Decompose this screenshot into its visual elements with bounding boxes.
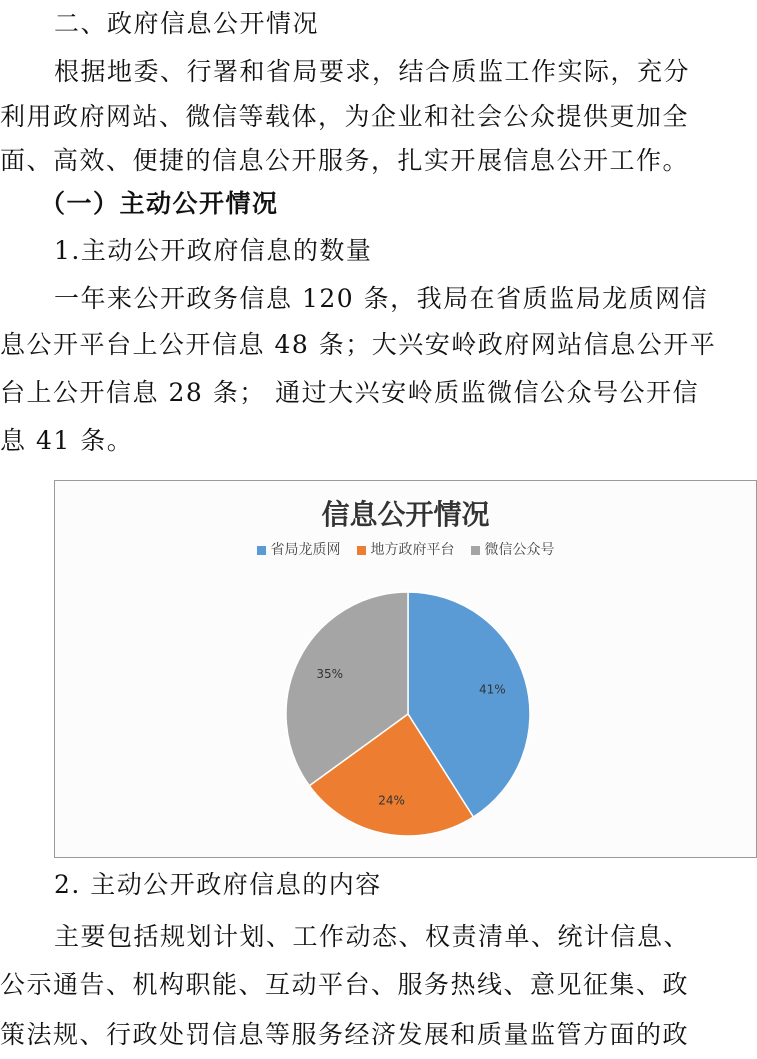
legend-label: 省局龙质网 <box>270 542 341 558</box>
text-line: 根据地委、行署和省局要求，结合质监工作实际，充分 <box>54 57 691 86</box>
text-line: 利用政府网站、微信等载体，为企业和社会公众提供更加全 <box>0 102 690 131</box>
pie-chart <box>54 480 757 858</box>
text-line: 息 41 条。 <box>0 426 134 455</box>
text-line: 息公开平台上公开信息 48 条；大兴安岭政府网站信息公开平 <box>0 330 717 359</box>
text-line: 面、高效、便捷的信息公开服务，扎实开展信息公开工作。 <box>0 146 690 175</box>
pie-slice-label: 41% <box>479 682 506 697</box>
text-line: 2. 主动公开政府信息的内容 <box>54 870 382 899</box>
legend-label: 微信公众号 <box>484 542 555 558</box>
text-line: 二、政府信息公开情况 <box>54 9 320 38</box>
text-line: 1.主动公开政府信息的数量 <box>54 236 373 265</box>
text-line: 一年来公开政务信息 120 条，我局在省质监局龙质网信 <box>54 284 709 313</box>
text-line: （一）主动公开情况 <box>40 189 279 218</box>
legend-label: 地方政府平台 <box>370 542 455 558</box>
pie-svg <box>55 481 757 859</box>
text-line: 台上公开信息 28 条； 通过大兴安岭质监微信公众号公开信 <box>0 378 700 407</box>
text-line: 策法规、行政处罚信息等服务经济发展和质量监管方面的政 <box>0 1020 690 1049</box>
chart-title: 信息公开情况 <box>321 498 490 531</box>
pie-slice-label: 24% <box>378 793 405 808</box>
text-line: 公示通告、机构职能、互动平台、服务热线、意见征集、政 <box>0 970 690 999</box>
pie-slice-label: 35% <box>316 667 344 682</box>
text-line: 主要包括规划计划、工作动态、权责清单、统计信息、 <box>54 922 691 951</box>
